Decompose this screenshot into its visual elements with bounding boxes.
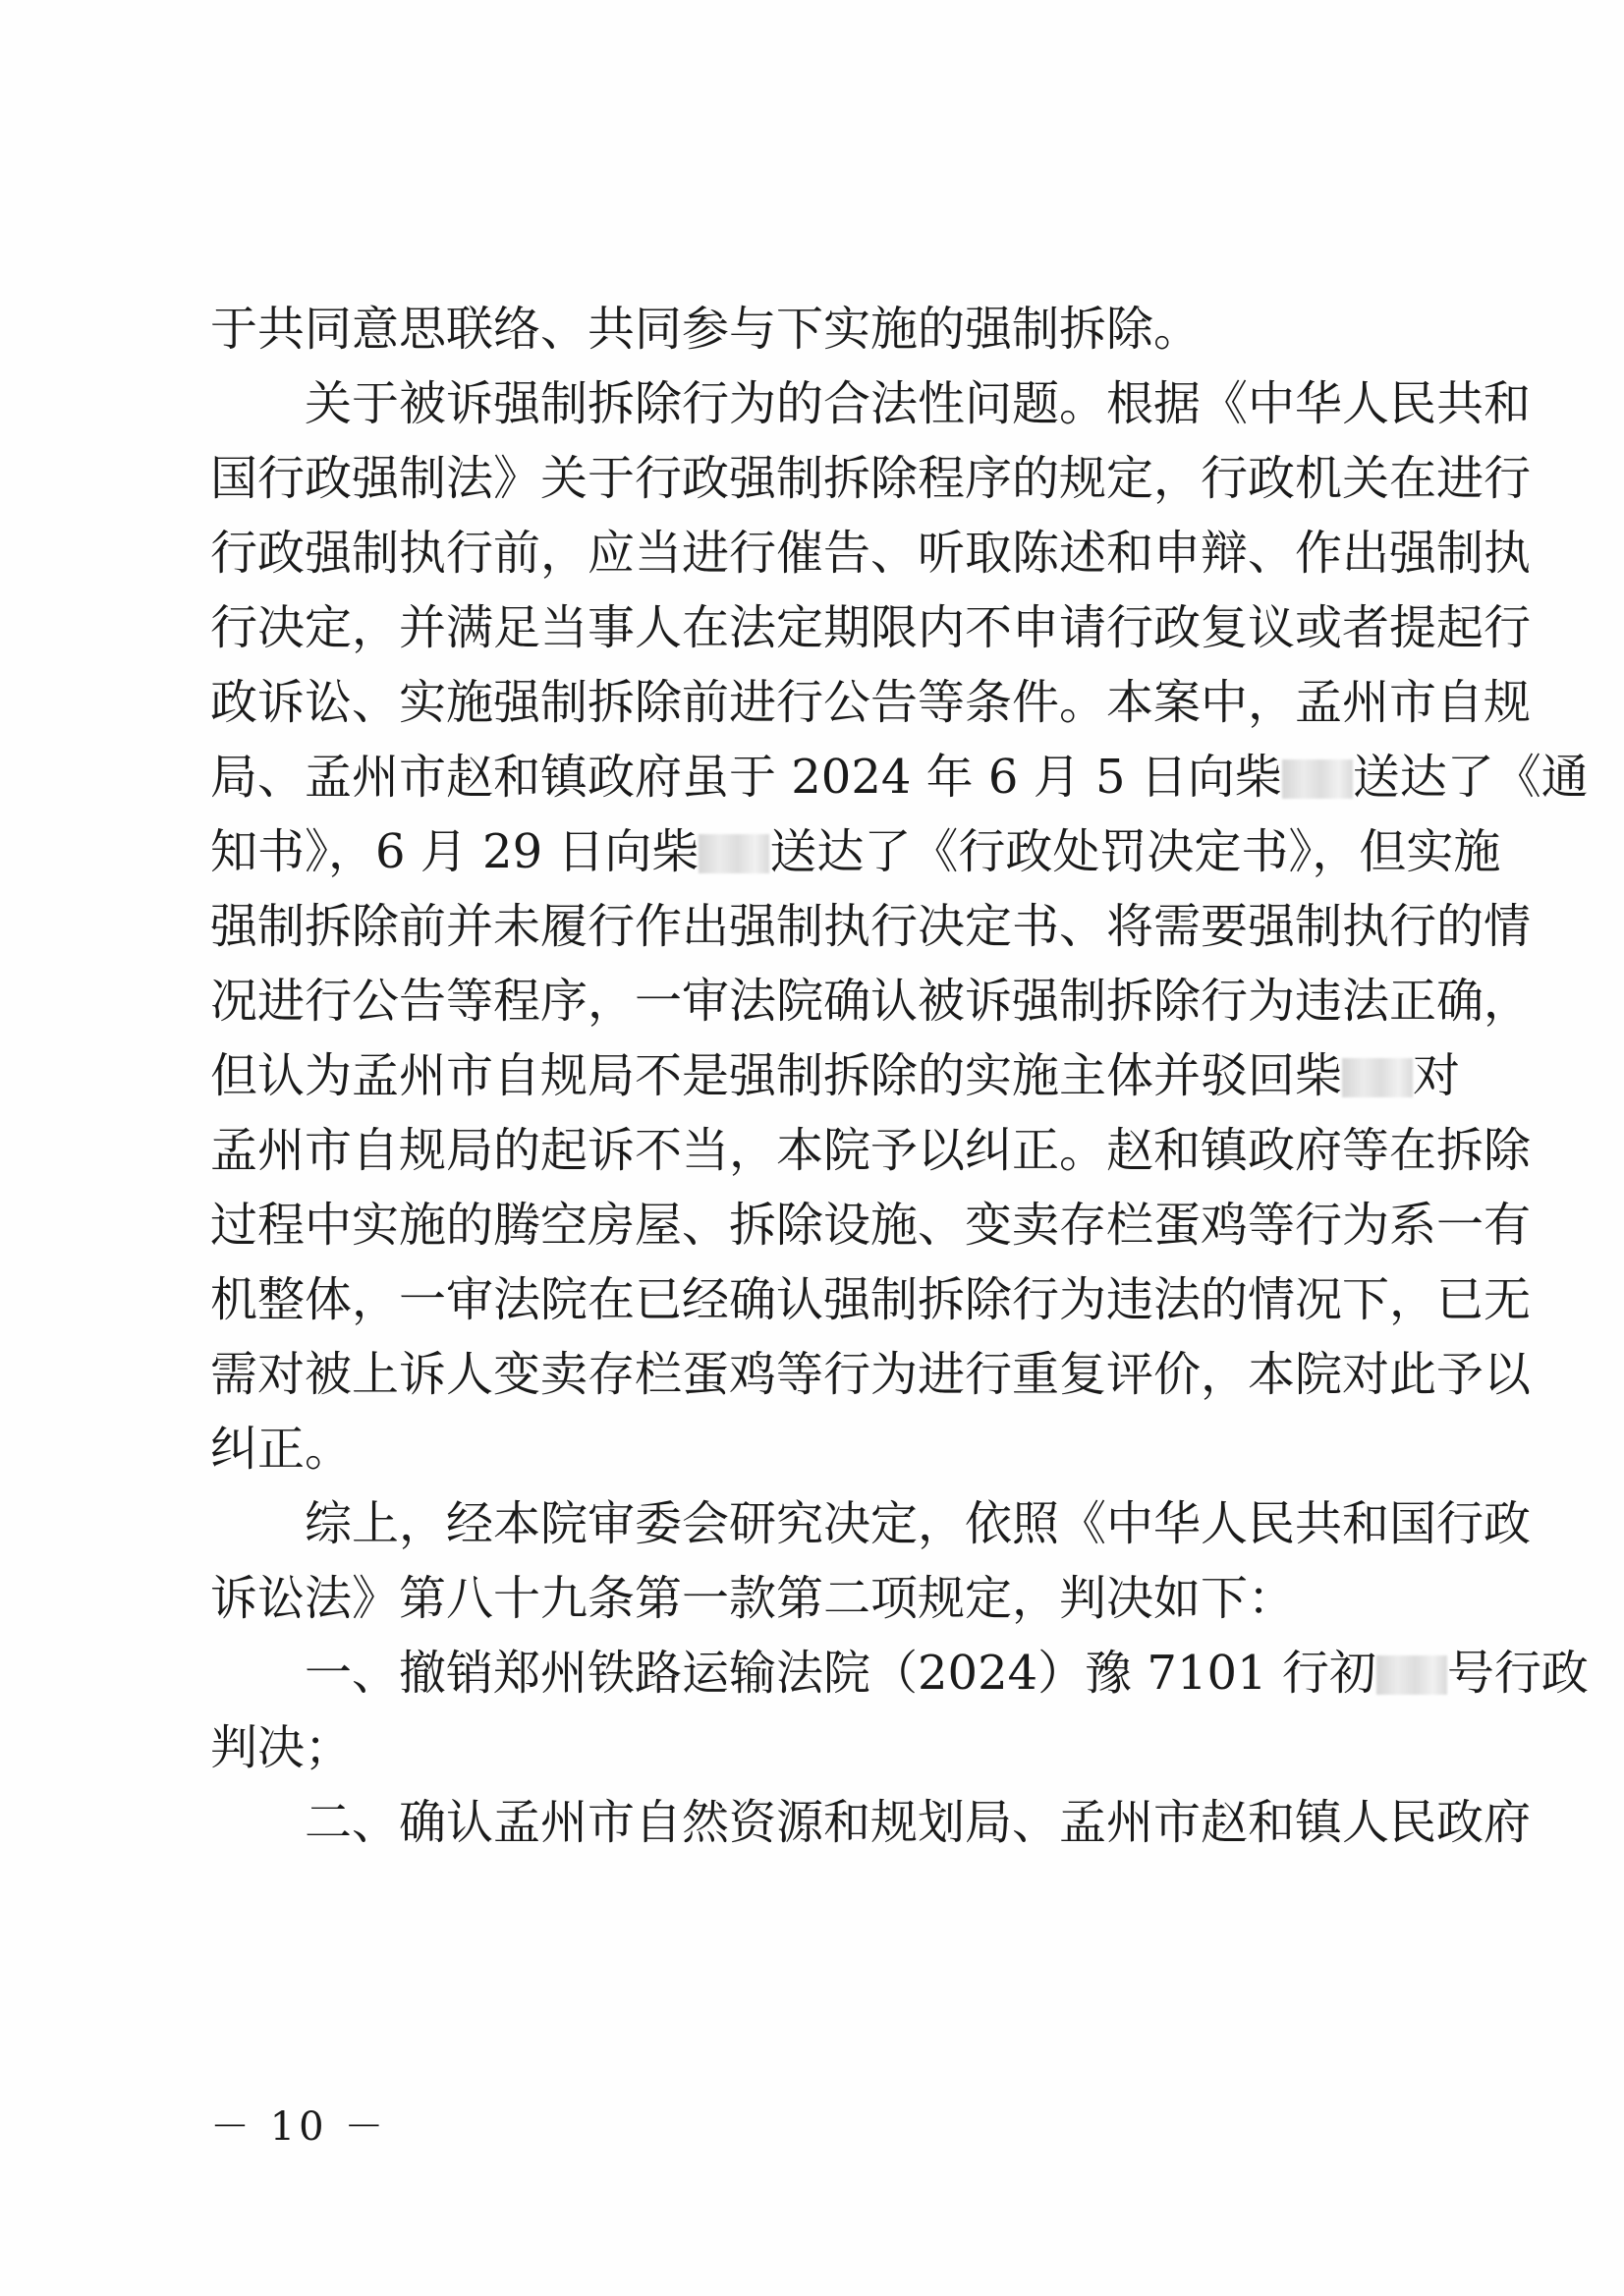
text-line-8: 知书》，6 月 29 日向柴 送达了《行政处罚决定书》，但实施 (210, 824, 1501, 879)
text-line-4: 行政强制执行前，应当进行催告、听取陈述和申辩、作出强制执 (210, 526, 1532, 581)
text-line-20: 判决； (210, 1720, 353, 1775)
redaction-mark (1282, 759, 1353, 799)
text-line-10: 况进行公告等程序，一审法院确认被诉强制拆除行为违法正确， (210, 974, 1532, 1029)
text-line-13: 过程中实施的腾空房屋、拆除设施、变卖存栏蛋鸡等行为系一有 (210, 1198, 1532, 1253)
redaction-mark (1376, 1655, 1447, 1695)
text-line-2: 关于被诉强制拆除行为的合法性问题。根据《中华人民共和 (305, 376, 1532, 431)
text-line-12: 孟州市自规局的起诉不当，本院予以纠正。赵和镇政府等在拆除 (210, 1123, 1532, 1178)
text-line-6: 政诉讼、实施强制拆除前进行公告等条件。本案中，孟州市自规 (210, 675, 1532, 730)
page-number: － 10 － (210, 2104, 388, 2150)
text-line-19: 一、撤销郑州铁路运输法院（2024）豫 7101 行初 号行政 (305, 1646, 1589, 1701)
redaction-mark (699, 834, 769, 873)
text-line-14: 机整体，一审法院在已经确认强制拆除行为违法的情况下，已无 (210, 1272, 1532, 1327)
text-line-1: 于共同意思联络、共同参与下实施的强制拆除。 (210, 302, 1202, 357)
text-line-9: 强制拆除前并未履行作出强制执行决定书、将需要强制执行的情 (210, 899, 1532, 954)
text-line-17: 综上，经本院审委会研究决定，依照《中华人民共和国行政 (305, 1496, 1532, 1551)
text-line-11: 但认为孟州市自规局不是强制拆除的实施主体并驳回柴 对 (210, 1048, 1461, 1103)
text-line-3: 国行政强制法》关于行政强制拆除程序的规定，行政机关在进行 (210, 451, 1532, 506)
redaction-mark (1342, 1058, 1413, 1097)
text-line-5: 行决定，并满足当事人在法定期限内不申请行政复议或者提起行 (210, 600, 1532, 655)
text-line-7: 局、孟州市赵和镇政府虽于 2024 年 6 月 5 日向柴 送达了《通 (210, 750, 1589, 805)
text-line-18: 诉讼法》第八十九条第一款第二项规定，判决如下： (210, 1571, 1296, 1626)
text-line-21: 二、确认孟州市自然资源和规划局、孟州市赵和镇人民政府 (305, 1795, 1532, 1850)
text-line-15: 需对被上诉人变卖存栏蛋鸡等行为进行重复评价，本院对此予以 (210, 1347, 1532, 1402)
text-line-16: 纠正。 (210, 1422, 353, 1477)
